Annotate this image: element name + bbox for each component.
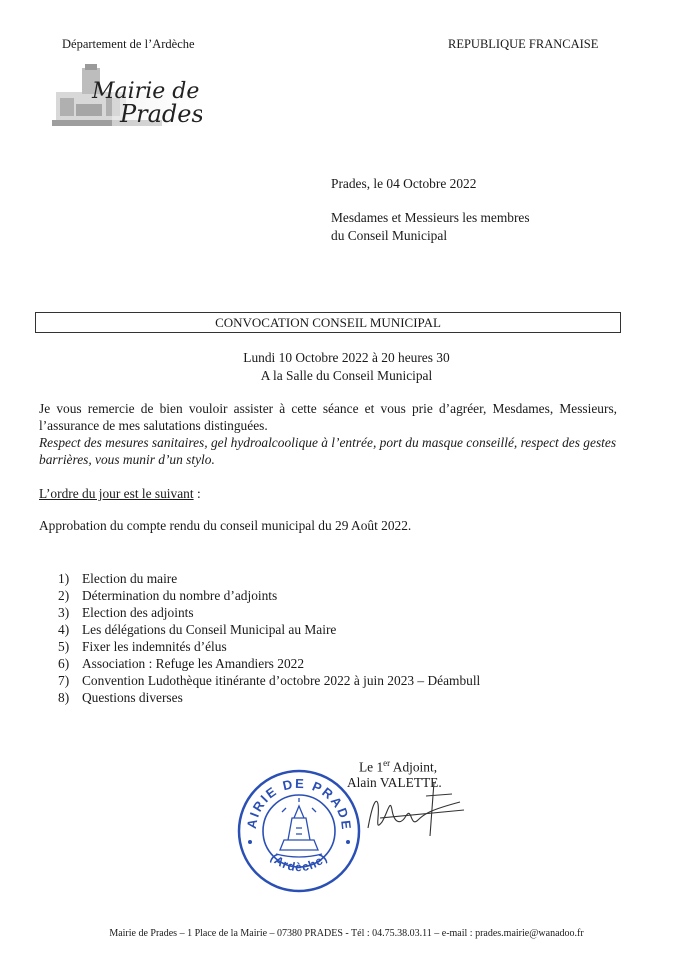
list-item-number: 7)	[58, 673, 70, 688]
sanitary-notice: Respect des mesures sanitaires, gel hydroalcoolique à l’entrée, port du masque conseillé, respect des gestes barrières, vous munir d’un stylo.	[39, 435, 617, 467]
logo-text-line-1: Mairie de	[92, 79, 200, 104]
list-item	[58, 672, 480, 689]
republic-label: REPUBLIQUE FRANCAISE	[448, 37, 599, 51]
mairie-logo	[52, 64, 202, 130]
list-item	[58, 689, 480, 706]
mairie-stamp	[236, 768, 362, 894]
signatory-name: Alain VALETTE.	[347, 775, 442, 790]
list-item	[58, 621, 480, 638]
list-item-text: Association : Refuge les Amandiers 2022	[82, 656, 305, 671]
list-item-number: 8)	[58, 690, 70, 705]
department-label: Département de l’Ardèche	[62, 37, 195, 51]
convocation-title: CONVOCATION CONSEIL MUNICIPAL	[35, 312, 621, 333]
list-item-text: Détermination du nombre d’adjoints	[82, 588, 278, 603]
signatory-role-prefix: Le 1	[359, 759, 384, 775]
svg-text:MAIRIE DE PRADES	[236, 768, 354, 832]
agenda-heading-text: L’ordre du jour est le suivant	[39, 486, 194, 501]
agenda-list	[58, 570, 480, 706]
list-item-number: 5)	[58, 639, 70, 654]
list-item-number: 2)	[58, 588, 70, 603]
meeting-location: A la Salle du Conseil Municipal	[260, 368, 433, 383]
signatory-role	[359, 758, 437, 775]
list-item-text: Fixer les indemnités d’élus	[82, 639, 227, 654]
list-item	[58, 655, 480, 672]
handwritten-signature	[360, 776, 470, 848]
footer-contact	[0, 928, 693, 939]
list-item	[58, 604, 480, 621]
recipient-address	[331, 209, 530, 245]
place-date: Prades, le 04 Octobre 2022	[331, 176, 477, 191]
signatory-role-suffix: Adjoint,	[390, 759, 438, 775]
list-item	[58, 570, 480, 587]
list-item-number: 3)	[58, 605, 70, 620]
agenda-heading-colon: :	[193, 486, 201, 501]
list-item-text: Convention Ludothèque itinérante d’octobre 2022 à juin 2023 – Déambull	[82, 673, 481, 688]
list-item-number: 1)	[58, 571, 70, 586]
list-item-number: 6)	[58, 656, 70, 671]
logo-text-line-2: Prades	[120, 100, 202, 128]
courtesy-paragraph: Je vous remercie de bien vouloir assister à cette séance et vous prie d’agréer, Mesdames, Messieurs, l’assurance de mes salutations distinguées.	[39, 401, 617, 433]
list-item-text: Les délégations du Conseil Municipal au Maire	[82, 622, 337, 637]
footer-text: Mairie de Prades – 1 Place de la Mairie – 07380 PRADES - Tél : 04.75.38.03.11 – e-mail : prades.mairie@wanadoo.fr	[109, 928, 584, 939]
list-item-text: Questions diverses	[82, 690, 183, 705]
list-item-text: Election du maire	[82, 571, 178, 586]
meeting-datetime: Lundi 10 Octobre 2022 à 20 heures 30	[243, 350, 450, 365]
list-item-text: Election des adjoints	[82, 605, 194, 620]
stamp-bottom-text: (Ardèche)	[267, 850, 331, 875]
list-item-number: 4)	[58, 622, 70, 637]
recipient-line-1: Mesdames et Messieurs les membres	[331, 210, 530, 225]
recipient-line-2: du Conseil Municipal	[331, 228, 448, 243]
agenda-heading	[39, 486, 201, 502]
list-item	[58, 638, 480, 655]
approval-line: Approbation du compte rendu du conseil municipal du 29 Août 2022.	[39, 518, 412, 533]
list-item	[58, 587, 480, 604]
stamp-ring-text: AIRIE DE PRADE	[243, 775, 355, 832]
signatory-role-sup: er	[383, 758, 391, 768]
